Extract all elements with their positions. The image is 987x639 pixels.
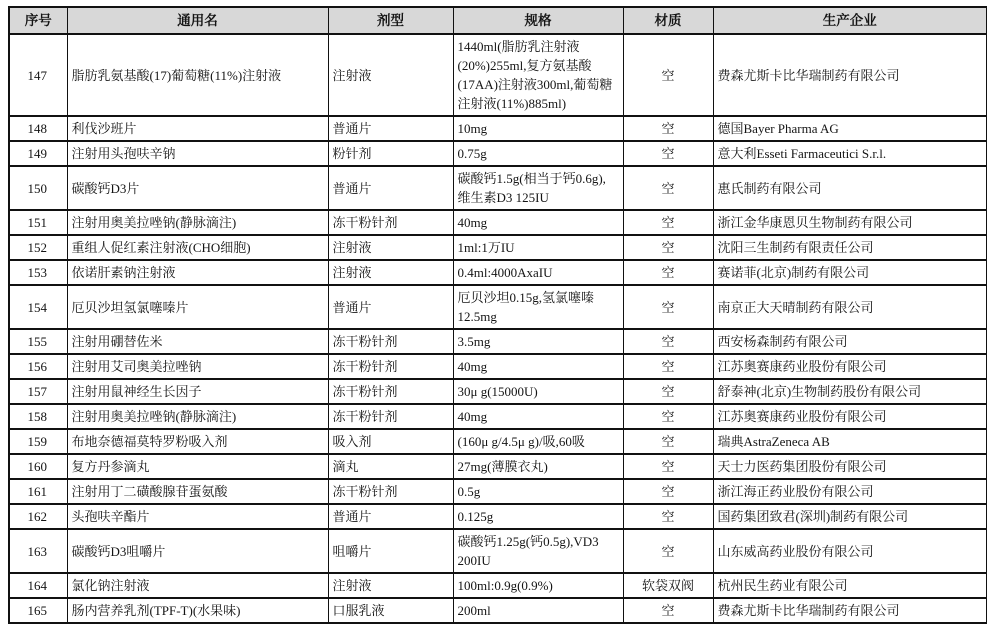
cell-generic_name: 碳酸钙D3咀嚼片 bbox=[67, 529, 328, 573]
cell-manufacturer: 瑞典AstraZeneca AB bbox=[713, 429, 987, 454]
cell-index: 155 bbox=[9, 329, 67, 354]
cell-index: 162 bbox=[9, 504, 67, 529]
cell-specification: 40mg bbox=[453, 210, 623, 235]
cell-specification: 碳酸钙1.25g(钙0.5g),VD3 200IU bbox=[453, 529, 623, 573]
column-header-manufacturer: 生产企业 bbox=[713, 7, 987, 34]
cell-index: 161 bbox=[9, 479, 67, 504]
table-row bbox=[9, 598, 987, 623]
cell-manufacturer: 西安杨森制药有限公司 bbox=[713, 329, 987, 354]
cell-material: 空 bbox=[623, 260, 713, 285]
table-row bbox=[9, 210, 987, 235]
cell-dosage_form: 普通片 bbox=[328, 504, 453, 529]
cell-dosage_form: 冻干粉针剂 bbox=[328, 329, 453, 354]
cell-specification: 1ml:1万IU bbox=[453, 235, 623, 260]
cell-generic_name: 复方丹参滴丸 bbox=[67, 454, 328, 479]
table-row bbox=[9, 479, 987, 504]
cell-specification: 10mg bbox=[453, 116, 623, 141]
cell-generic_name: 注射用奥美拉唑钠(静脉滴注) bbox=[67, 210, 328, 235]
cell-material: 空 bbox=[623, 329, 713, 354]
cell-index: 153 bbox=[9, 260, 67, 285]
cell-manufacturer: 浙江金华康恩贝生物制药有限公司 bbox=[713, 210, 987, 235]
cell-generic_name: 注射用奥美拉唑钠(静脉滴注) bbox=[67, 404, 328, 429]
cell-material: 空 bbox=[623, 598, 713, 623]
cell-specification: 27mg(薄膜衣丸) bbox=[453, 454, 623, 479]
cell-index: 164 bbox=[9, 573, 67, 598]
table-row bbox=[9, 573, 987, 598]
cell-specification: 30μ g(15000U) bbox=[453, 379, 623, 404]
cell-material: 空 bbox=[623, 235, 713, 260]
cell-index: 147 bbox=[9, 34, 67, 116]
cell-dosage_form: 冻干粉针剂 bbox=[328, 379, 453, 404]
cell-material: 空 bbox=[623, 454, 713, 479]
cell-manufacturer: 国药集团致君(深圳)制药有限公司 bbox=[713, 504, 987, 529]
cell-dosage_form: 普通片 bbox=[328, 166, 453, 210]
cell-specification: 0.125g bbox=[453, 504, 623, 529]
cell-index: 159 bbox=[9, 429, 67, 454]
cell-index: 163 bbox=[9, 529, 67, 573]
cell-dosage_form: 注射液 bbox=[328, 260, 453, 285]
cell-dosage_form: 冻干粉针剂 bbox=[328, 404, 453, 429]
cell-index: 150 bbox=[9, 166, 67, 210]
cell-generic_name: 注射用鼠神经生长因子 bbox=[67, 379, 328, 404]
cell-specification: 0.5g bbox=[453, 479, 623, 504]
column-header-generic_name: 通用名 bbox=[67, 7, 328, 34]
cell-specification: 40mg bbox=[453, 404, 623, 429]
cell-specification: 200ml bbox=[453, 598, 623, 623]
cell-generic_name: 氯化钠注射液 bbox=[67, 573, 328, 598]
cell-manufacturer: 惠氏制药有限公司 bbox=[713, 166, 987, 210]
table-row bbox=[9, 529, 987, 573]
table-row bbox=[9, 166, 987, 210]
table-row bbox=[9, 141, 987, 166]
cell-material: 空 bbox=[623, 429, 713, 454]
cell-specification: 0.4ml:4000AxaIU bbox=[453, 260, 623, 285]
column-header-specification: 规格 bbox=[453, 7, 623, 34]
table-row bbox=[9, 504, 987, 529]
cell-generic_name: 脂肪乳氨基酸(17)葡萄糖(11%)注射液 bbox=[67, 34, 328, 116]
cell-generic_name: 注射用头孢呋辛钠 bbox=[67, 141, 328, 166]
cell-generic_name: 注射用硼替佐米 bbox=[67, 329, 328, 354]
cell-dosage_form: 滴丸 bbox=[328, 454, 453, 479]
cell-generic_name: 注射用丁二磺酸腺苷蛋氨酸 bbox=[67, 479, 328, 504]
cell-generic_name: 厄贝沙坦氢氯噻嗪片 bbox=[67, 285, 328, 329]
cell-manufacturer: 杭州民生药业有限公司 bbox=[713, 573, 987, 598]
table-header bbox=[9, 7, 987, 34]
cell-dosage_form: 注射液 bbox=[328, 235, 453, 260]
cell-manufacturer: 天士力医药集团股份有限公司 bbox=[713, 454, 987, 479]
cell-dosage_form: 吸入剂 bbox=[328, 429, 453, 454]
cell-specification: 0.75g bbox=[453, 141, 623, 166]
cell-generic_name: 注射用艾司奥美拉唑钠 bbox=[67, 354, 328, 379]
cell-manufacturer: 费森尤斯卡比华瑞制药有限公司 bbox=[713, 598, 987, 623]
cell-material: 空 bbox=[623, 166, 713, 210]
cell-manufacturer: 江苏奥赛康药业股份有限公司 bbox=[713, 404, 987, 429]
cell-index: 154 bbox=[9, 285, 67, 329]
table-row bbox=[9, 404, 987, 429]
column-header-index: 序号 bbox=[9, 7, 67, 34]
table-body bbox=[9, 34, 987, 623]
table-row bbox=[9, 285, 987, 329]
cell-material: 空 bbox=[623, 285, 713, 329]
cell-dosage_form: 粉针剂 bbox=[328, 141, 453, 166]
cell-index: 151 bbox=[9, 210, 67, 235]
table-row bbox=[9, 329, 987, 354]
table-row bbox=[9, 379, 987, 404]
cell-generic_name: 依诺肝素钠注射液 bbox=[67, 260, 328, 285]
cell-dosage_form: 冻干粉针剂 bbox=[328, 210, 453, 235]
cell-generic_name: 布地奈德福莫特罗粉吸入剂 bbox=[67, 429, 328, 454]
cell-manufacturer: 赛诺菲(北京)制药有限公司 bbox=[713, 260, 987, 285]
cell-manufacturer: 意大利Esseti Farmaceutici S.r.l. bbox=[713, 141, 987, 166]
cell-specification: 厄贝沙坦0.15g,氢氯噻嗪12.5mg bbox=[453, 285, 623, 329]
cell-specification: (160μ g/4.5μ g)/吸,60吸 bbox=[453, 429, 623, 454]
table-header-row bbox=[9, 7, 987, 34]
column-header-dosage_form: 剂型 bbox=[328, 7, 453, 34]
cell-index: 156 bbox=[9, 354, 67, 379]
cell-generic_name: 头孢呋辛酯片 bbox=[67, 504, 328, 529]
cell-index: 158 bbox=[9, 404, 67, 429]
cell-material: 空 bbox=[623, 479, 713, 504]
cell-manufacturer: 沈阳三生制药有限责任公司 bbox=[713, 235, 987, 260]
cell-dosage_form: 注射液 bbox=[328, 573, 453, 598]
cell-manufacturer: 江苏奥赛康药业股份有限公司 bbox=[713, 354, 987, 379]
cell-material: 空 bbox=[623, 354, 713, 379]
cell-generic_name: 碳酸钙D3片 bbox=[67, 166, 328, 210]
cell-index: 149 bbox=[9, 141, 67, 166]
cell-material: 空 bbox=[623, 210, 713, 235]
cell-material: 空 bbox=[623, 404, 713, 429]
column-header-material: 材质 bbox=[623, 7, 713, 34]
cell-material: 软袋双阀 bbox=[623, 573, 713, 598]
cell-specification: 3.5mg bbox=[453, 329, 623, 354]
cell-generic_name: 重组人促红素注射液(CHO细胞) bbox=[67, 235, 328, 260]
table-row bbox=[9, 34, 987, 116]
cell-material: 空 bbox=[623, 529, 713, 573]
cell-generic_name: 肠内营养乳剂(TPF-T)(水果味) bbox=[67, 598, 328, 623]
table-row bbox=[9, 354, 987, 379]
cell-dosage_form: 口服乳液 bbox=[328, 598, 453, 623]
cell-generic_name: 利伐沙班片 bbox=[67, 116, 328, 141]
cell-manufacturer: 费森尤斯卡比华瑞制药有限公司 bbox=[713, 34, 987, 116]
cell-manufacturer: 舒泰神(北京)生物制药股份有限公司 bbox=[713, 379, 987, 404]
cell-specification: 1440ml(脂肪乳注射液(20%)255ml,复方氨基酸(17AA)注射液300ml,葡萄糖注射液(11%)885ml) bbox=[453, 34, 623, 116]
cell-material: 空 bbox=[623, 504, 713, 529]
cell-dosage_form: 普通片 bbox=[328, 116, 453, 141]
table-row bbox=[9, 429, 987, 454]
cell-dosage_form: 注射液 bbox=[328, 34, 453, 116]
cell-manufacturer: 德国Bayer Pharma AG bbox=[713, 116, 987, 141]
cell-material: 空 bbox=[623, 379, 713, 404]
cell-material: 空 bbox=[623, 34, 713, 116]
cell-manufacturer: 山东威高药业股份有限公司 bbox=[713, 529, 987, 573]
cell-manufacturer: 南京正大天晴制药有限公司 bbox=[713, 285, 987, 329]
table-row bbox=[9, 235, 987, 260]
cell-specification: 40mg bbox=[453, 354, 623, 379]
cell-dosage_form: 普通片 bbox=[328, 285, 453, 329]
cell-index: 157 bbox=[9, 379, 67, 404]
cell-dosage_form: 咀嚼片 bbox=[328, 529, 453, 573]
cell-material: 空 bbox=[623, 116, 713, 141]
cell-dosage_form: 冻干粉针剂 bbox=[328, 479, 453, 504]
cell-index: 160 bbox=[9, 454, 67, 479]
table-row bbox=[9, 116, 987, 141]
cell-index: 165 bbox=[9, 598, 67, 623]
cell-index: 148 bbox=[9, 116, 67, 141]
cell-material: 空 bbox=[623, 141, 713, 166]
cell-index: 152 bbox=[9, 235, 67, 260]
cell-dosage_form: 冻干粉针剂 bbox=[328, 354, 453, 379]
cell-manufacturer: 浙江海正药业股份有限公司 bbox=[713, 479, 987, 504]
table-row bbox=[9, 454, 987, 479]
cell-specification: 100ml:0.9g(0.9%) bbox=[453, 573, 623, 598]
drug-list-table bbox=[8, 6, 987, 624]
cell-specification: 碳酸钙1.5g(相当于钙0.6g),维生素D3 125IU bbox=[453, 166, 623, 210]
table-row bbox=[9, 260, 987, 285]
